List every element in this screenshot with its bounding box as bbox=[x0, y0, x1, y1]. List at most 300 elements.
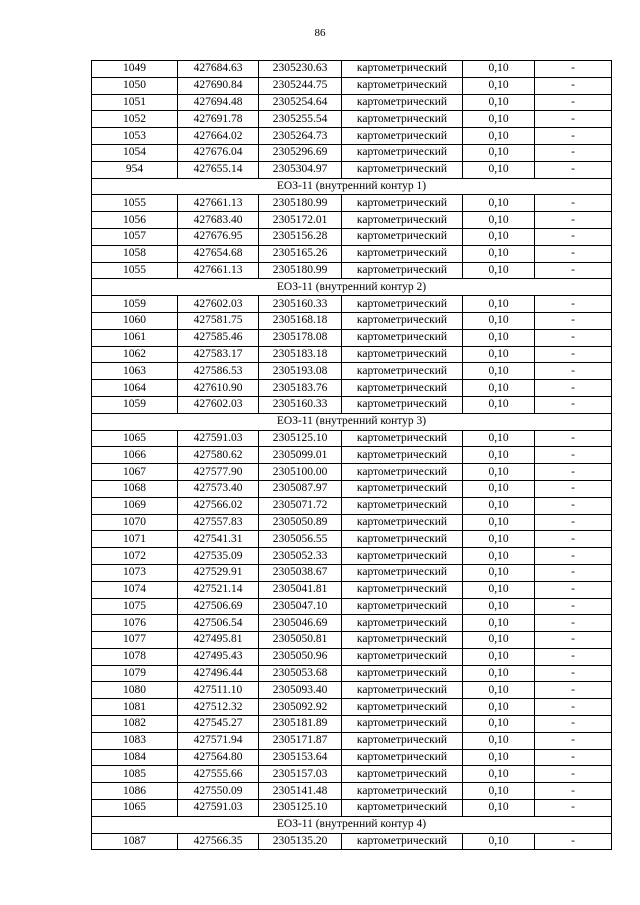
y-coordinate-cell: 2305183.18 bbox=[259, 346, 342, 363]
table-row bbox=[92, 329, 612, 346]
y-coordinate-cell: 2305093.40 bbox=[259, 682, 342, 699]
x-coordinate-cell: 427521.14 bbox=[178, 581, 259, 598]
x-coordinate-cell: 427610.90 bbox=[178, 380, 259, 397]
x-coordinate-cell: 427566.35 bbox=[178, 833, 259, 850]
x-coordinate-cell: 427602.03 bbox=[178, 296, 259, 313]
y-coordinate-cell: 2305180.99 bbox=[259, 195, 342, 212]
description-cell: - bbox=[535, 598, 612, 615]
point-number-cell: 1068 bbox=[92, 480, 178, 497]
x-coordinate-cell: 427557.83 bbox=[178, 514, 259, 531]
point-number-cell: 1079 bbox=[92, 665, 178, 682]
table-row bbox=[92, 430, 612, 447]
section-title: ЕОЗ-11 (внутренний контур 2) bbox=[92, 279, 612, 296]
x-coordinate-cell: 427661.13 bbox=[178, 262, 259, 279]
accuracy-cell: 0,10 bbox=[463, 766, 535, 783]
description-cell: - bbox=[535, 245, 612, 262]
x-coordinate-cell: 427577.90 bbox=[178, 464, 259, 481]
method-cell: картометрический bbox=[342, 329, 463, 346]
point-number-cell: 1070 bbox=[92, 514, 178, 531]
point-number-cell: 1065 bbox=[92, 800, 178, 817]
x-coordinate-cell: 427690.84 bbox=[178, 77, 259, 94]
accuracy-cell: 0,10 bbox=[463, 346, 535, 363]
section-title: ЕОЗ-11 (внутренний контур 4) bbox=[92, 816, 612, 833]
method-cell: картометрический bbox=[342, 598, 463, 615]
method-cell: картометрический bbox=[342, 312, 463, 329]
y-coordinate-cell: 2305125.10 bbox=[259, 430, 342, 447]
point-number-cell: 1058 bbox=[92, 245, 178, 262]
table-row bbox=[92, 128, 612, 145]
method-cell: картометрический bbox=[342, 766, 463, 783]
point-number-cell: 1061 bbox=[92, 329, 178, 346]
accuracy-cell: 0,10 bbox=[463, 732, 535, 749]
description-cell: - bbox=[535, 480, 612, 497]
point-number-cell: 1060 bbox=[92, 312, 178, 329]
table-row bbox=[92, 396, 612, 413]
method-cell: картометрический bbox=[342, 77, 463, 94]
point-number-cell: 1067 bbox=[92, 464, 178, 481]
accuracy-cell: 0,10 bbox=[463, 228, 535, 245]
accuracy-cell: 0,10 bbox=[463, 615, 535, 632]
method-cell: картометрический bbox=[342, 833, 463, 850]
section-title: ЕОЗ-11 (внутренний контур 3) bbox=[92, 413, 612, 430]
table-row bbox=[92, 111, 612, 128]
x-coordinate-cell: 427566.02 bbox=[178, 497, 259, 514]
y-coordinate-cell: 2305135.20 bbox=[259, 833, 342, 850]
accuracy-cell: 0,10 bbox=[463, 800, 535, 817]
description-cell: - bbox=[535, 61, 612, 78]
y-coordinate-cell: 2305041.81 bbox=[259, 581, 342, 598]
x-coordinate-cell: 427583.17 bbox=[178, 346, 259, 363]
y-coordinate-cell: 2305053.68 bbox=[259, 665, 342, 682]
accuracy-cell: 0,10 bbox=[463, 245, 535, 262]
method-cell: картометрический bbox=[342, 531, 463, 548]
point-number-cell: 1075 bbox=[92, 598, 178, 615]
x-coordinate-cell: 427535.09 bbox=[178, 548, 259, 565]
y-coordinate-cell: 2305153.64 bbox=[259, 749, 342, 766]
point-number-cell: 1057 bbox=[92, 228, 178, 245]
y-coordinate-cell: 2305071.72 bbox=[259, 497, 342, 514]
description-cell: - bbox=[535, 800, 612, 817]
x-coordinate-cell: 427694.48 bbox=[178, 94, 259, 111]
method-cell: картометрический bbox=[342, 800, 463, 817]
x-coordinate-cell: 427585.46 bbox=[178, 329, 259, 346]
point-number-cell: 1062 bbox=[92, 346, 178, 363]
method-cell: картометрический bbox=[342, 296, 463, 313]
accuracy-cell: 0,10 bbox=[463, 581, 535, 598]
y-coordinate-cell: 2305056.55 bbox=[259, 531, 342, 548]
accuracy-cell: 0,10 bbox=[463, 682, 535, 699]
description-cell: - bbox=[535, 497, 612, 514]
method-cell: картометрический bbox=[342, 111, 463, 128]
x-coordinate-cell: 427586.53 bbox=[178, 363, 259, 380]
point-number-cell: 1078 bbox=[92, 648, 178, 665]
description-cell: - bbox=[535, 632, 612, 649]
x-coordinate-cell: 427683.40 bbox=[178, 212, 259, 229]
point-number-cell: 1069 bbox=[92, 497, 178, 514]
accuracy-cell: 0,10 bbox=[463, 833, 535, 850]
section-title: ЕОЗ-11 (внутренний контур 1) bbox=[92, 178, 612, 195]
description-cell: - bbox=[535, 531, 612, 548]
x-coordinate-cell: 427564.80 bbox=[178, 749, 259, 766]
description-cell: - bbox=[535, 783, 612, 800]
x-coordinate-cell: 427550.09 bbox=[178, 783, 259, 800]
point-number-cell: 1049 bbox=[92, 61, 178, 78]
accuracy-cell: 0,10 bbox=[463, 195, 535, 212]
method-cell: картометрический bbox=[342, 245, 463, 262]
section-header-row bbox=[92, 816, 612, 833]
table-row bbox=[92, 195, 612, 212]
y-coordinate-cell: 2305255.54 bbox=[259, 111, 342, 128]
x-coordinate-cell: 427655.14 bbox=[178, 161, 259, 178]
method-cell: картометрический bbox=[342, 380, 463, 397]
x-coordinate-cell: 427591.03 bbox=[178, 430, 259, 447]
table-row bbox=[92, 749, 612, 766]
accuracy-cell: 0,10 bbox=[463, 648, 535, 665]
table-row bbox=[92, 464, 612, 481]
method-cell: картометрический bbox=[342, 363, 463, 380]
description-cell: - bbox=[535, 447, 612, 464]
accuracy-cell: 0,10 bbox=[463, 262, 535, 279]
point-number-cell: 1072 bbox=[92, 548, 178, 565]
table-row bbox=[92, 548, 612, 565]
y-coordinate-cell: 2305050.81 bbox=[259, 632, 342, 649]
point-number-cell: 1052 bbox=[92, 111, 178, 128]
description-cell: - bbox=[535, 430, 612, 447]
description-cell: - bbox=[535, 766, 612, 783]
x-coordinate-cell: 427506.54 bbox=[178, 615, 259, 632]
x-coordinate-cell: 427661.13 bbox=[178, 195, 259, 212]
table-row bbox=[92, 648, 612, 665]
accuracy-cell: 0,10 bbox=[463, 77, 535, 94]
table-row bbox=[92, 228, 612, 245]
description-cell: - bbox=[535, 212, 612, 229]
table-row bbox=[92, 682, 612, 699]
description-cell: - bbox=[535, 111, 612, 128]
description-cell: - bbox=[535, 615, 612, 632]
accuracy-cell: 0,10 bbox=[463, 749, 535, 766]
y-coordinate-cell: 2305087.97 bbox=[259, 480, 342, 497]
table-row bbox=[92, 800, 612, 817]
description-cell: - bbox=[535, 514, 612, 531]
description-cell: - bbox=[535, 749, 612, 766]
table-row bbox=[92, 581, 612, 598]
x-coordinate-cell: 427581.75 bbox=[178, 312, 259, 329]
table-row bbox=[92, 514, 612, 531]
description-cell: - bbox=[535, 732, 612, 749]
method-cell: картометрический bbox=[342, 228, 463, 245]
y-coordinate-cell: 2305296.69 bbox=[259, 144, 342, 161]
accuracy-cell: 0,10 bbox=[463, 699, 535, 716]
point-number-cell: 1082 bbox=[92, 716, 178, 733]
point-number-cell: 1055 bbox=[92, 262, 178, 279]
y-coordinate-cell: 2305183.76 bbox=[259, 380, 342, 397]
method-cell: картометрический bbox=[342, 94, 463, 111]
table-row bbox=[92, 497, 612, 514]
description-cell: - bbox=[535, 396, 612, 413]
method-cell: картометрический bbox=[342, 447, 463, 464]
accuracy-cell: 0,10 bbox=[463, 296, 535, 313]
section-header-row bbox=[92, 178, 612, 195]
point-number-cell: 1083 bbox=[92, 732, 178, 749]
method-cell: картометрический bbox=[342, 581, 463, 598]
accuracy-cell: 0,10 bbox=[463, 783, 535, 800]
x-coordinate-cell: 427541.31 bbox=[178, 531, 259, 548]
y-coordinate-cell: 2305092.92 bbox=[259, 699, 342, 716]
y-coordinate-cell: 2305052.33 bbox=[259, 548, 342, 565]
accuracy-cell: 0,10 bbox=[463, 363, 535, 380]
description-cell: - bbox=[535, 564, 612, 581]
point-number-cell: 1056 bbox=[92, 212, 178, 229]
table-row bbox=[92, 61, 612, 78]
point-number-cell: 1054 bbox=[92, 144, 178, 161]
table-row bbox=[92, 783, 612, 800]
accuracy-cell: 0,10 bbox=[463, 396, 535, 413]
method-cell: картометрический bbox=[342, 195, 463, 212]
description-cell: - bbox=[535, 346, 612, 363]
description-cell: - bbox=[535, 161, 612, 178]
table-row bbox=[92, 699, 612, 716]
page-number: 86 bbox=[314, 27, 326, 39]
description-cell: - bbox=[535, 716, 612, 733]
y-coordinate-cell: 2305047.10 bbox=[259, 598, 342, 615]
table-row bbox=[92, 447, 612, 464]
table-row bbox=[92, 161, 612, 178]
point-number-cell: 1066 bbox=[92, 447, 178, 464]
point-number-cell: 1063 bbox=[92, 363, 178, 380]
method-cell: картометрический bbox=[342, 430, 463, 447]
description-cell: - bbox=[535, 77, 612, 94]
accuracy-cell: 0,10 bbox=[463, 212, 535, 229]
y-coordinate-cell: 2305099.01 bbox=[259, 447, 342, 464]
description-cell: - bbox=[535, 380, 612, 397]
y-coordinate-cell: 2305100.00 bbox=[259, 464, 342, 481]
point-number-cell: 1084 bbox=[92, 749, 178, 766]
method-cell: картометрический bbox=[342, 396, 463, 413]
y-coordinate-cell: 2305181.89 bbox=[259, 716, 342, 733]
method-cell: картометрический bbox=[342, 632, 463, 649]
description-cell: - bbox=[535, 464, 612, 481]
table-row bbox=[92, 766, 612, 783]
description-cell: - bbox=[535, 312, 612, 329]
method-cell: картометрический bbox=[342, 262, 463, 279]
x-coordinate-cell: 427545.27 bbox=[178, 716, 259, 733]
accuracy-cell: 0,10 bbox=[463, 716, 535, 733]
accuracy-cell: 0,10 bbox=[463, 497, 535, 514]
table-row bbox=[92, 144, 612, 161]
x-coordinate-cell: 427664.02 bbox=[178, 128, 259, 145]
description-cell: - bbox=[535, 262, 612, 279]
accuracy-cell: 0,10 bbox=[463, 329, 535, 346]
accuracy-cell: 0,10 bbox=[463, 598, 535, 615]
coordinates-table bbox=[91, 60, 612, 850]
x-coordinate-cell: 427495.81 bbox=[178, 632, 259, 649]
accuracy-cell: 0,10 bbox=[463, 128, 535, 145]
table-row bbox=[92, 615, 612, 632]
table-row bbox=[92, 833, 612, 850]
method-cell: картометрический bbox=[342, 615, 463, 632]
accuracy-cell: 0,10 bbox=[463, 61, 535, 78]
point-number-cell: 1065 bbox=[92, 430, 178, 447]
y-coordinate-cell: 2305160.33 bbox=[259, 396, 342, 413]
y-coordinate-cell: 2305141.48 bbox=[259, 783, 342, 800]
point-number-cell: 1086 bbox=[92, 783, 178, 800]
table-row bbox=[92, 77, 612, 94]
point-number-cell: 1055 bbox=[92, 195, 178, 212]
point-number-cell: 1073 bbox=[92, 564, 178, 581]
description-cell: - bbox=[535, 144, 612, 161]
y-coordinate-cell: 2305125.10 bbox=[259, 800, 342, 817]
point-number-cell: 1050 bbox=[92, 77, 178, 94]
accuracy-cell: 0,10 bbox=[463, 514, 535, 531]
x-coordinate-cell: 427602.03 bbox=[178, 396, 259, 413]
x-coordinate-cell: 427691.78 bbox=[178, 111, 259, 128]
description-cell: - bbox=[535, 833, 612, 850]
y-coordinate-cell: 2305244.75 bbox=[259, 77, 342, 94]
accuracy-cell: 0,10 bbox=[463, 94, 535, 111]
method-cell: картометрический bbox=[342, 548, 463, 565]
method-cell: картометрический bbox=[342, 514, 463, 531]
table-row bbox=[92, 564, 612, 581]
description-cell: - bbox=[535, 329, 612, 346]
method-cell: картометрический bbox=[342, 144, 463, 161]
point-number-cell: 1059 bbox=[92, 396, 178, 413]
method-cell: картометрический bbox=[342, 61, 463, 78]
y-coordinate-cell: 2305165.26 bbox=[259, 245, 342, 262]
y-coordinate-cell: 2305178.08 bbox=[259, 329, 342, 346]
table-row bbox=[92, 716, 612, 733]
accuracy-cell: 0,10 bbox=[463, 430, 535, 447]
method-cell: картометрический bbox=[342, 346, 463, 363]
y-coordinate-cell: 2305168.18 bbox=[259, 312, 342, 329]
accuracy-cell: 0,10 bbox=[463, 480, 535, 497]
y-coordinate-cell: 2305193.08 bbox=[259, 363, 342, 380]
table-row bbox=[92, 245, 612, 262]
section-header-row bbox=[92, 279, 612, 296]
table-row bbox=[92, 665, 612, 682]
accuracy-cell: 0,10 bbox=[463, 312, 535, 329]
x-coordinate-cell: 427512.32 bbox=[178, 699, 259, 716]
description-cell: - bbox=[535, 228, 612, 245]
description-cell: - bbox=[535, 648, 612, 665]
y-coordinate-cell: 2305156.28 bbox=[259, 228, 342, 245]
accuracy-cell: 0,10 bbox=[463, 447, 535, 464]
x-coordinate-cell: 427496.44 bbox=[178, 665, 259, 682]
point-number-cell: 1071 bbox=[92, 531, 178, 548]
accuracy-cell: 0,10 bbox=[463, 665, 535, 682]
accuracy-cell: 0,10 bbox=[463, 144, 535, 161]
description-cell: - bbox=[535, 94, 612, 111]
y-coordinate-cell: 2305264.73 bbox=[259, 128, 342, 145]
table-row bbox=[92, 262, 612, 279]
description-cell: - bbox=[535, 548, 612, 565]
description-cell: - bbox=[535, 296, 612, 313]
method-cell: картометрический bbox=[342, 749, 463, 766]
table-row bbox=[92, 346, 612, 363]
method-cell: картометрический bbox=[342, 212, 463, 229]
accuracy-cell: 0,10 bbox=[463, 632, 535, 649]
point-number-cell: 1053 bbox=[92, 128, 178, 145]
accuracy-cell: 0,10 bbox=[463, 380, 535, 397]
x-coordinate-cell: 427591.03 bbox=[178, 800, 259, 817]
table-row bbox=[92, 632, 612, 649]
description-cell: - bbox=[535, 699, 612, 716]
x-coordinate-cell: 427571.94 bbox=[178, 732, 259, 749]
point-number-cell: 1064 bbox=[92, 380, 178, 397]
point-number-cell: 1085 bbox=[92, 766, 178, 783]
method-cell: картометрический bbox=[342, 564, 463, 581]
method-cell: картометрический bbox=[342, 648, 463, 665]
x-coordinate-cell: 427580.62 bbox=[178, 447, 259, 464]
y-coordinate-cell: 2305180.99 bbox=[259, 262, 342, 279]
description-cell: - bbox=[535, 363, 612, 380]
y-coordinate-cell: 2305230.63 bbox=[259, 61, 342, 78]
point-number-cell: 1059 bbox=[92, 296, 178, 313]
x-coordinate-cell: 427529.91 bbox=[178, 564, 259, 581]
table-row bbox=[92, 296, 612, 313]
method-cell: картометрический bbox=[342, 464, 463, 481]
accuracy-cell: 0,10 bbox=[463, 564, 535, 581]
x-coordinate-cell: 427506.69 bbox=[178, 598, 259, 615]
x-coordinate-cell: 427676.04 bbox=[178, 144, 259, 161]
accuracy-cell: 0,10 bbox=[463, 464, 535, 481]
method-cell: картометрический bbox=[342, 665, 463, 682]
section-header-row bbox=[92, 413, 612, 430]
y-coordinate-cell: 2305050.96 bbox=[259, 648, 342, 665]
y-coordinate-cell: 2305038.67 bbox=[259, 564, 342, 581]
table-row bbox=[92, 598, 612, 615]
description-cell: - bbox=[535, 195, 612, 212]
y-coordinate-cell: 2305160.33 bbox=[259, 296, 342, 313]
table-row bbox=[92, 531, 612, 548]
x-coordinate-cell: 427511.10 bbox=[178, 682, 259, 699]
method-cell: картометрический bbox=[342, 161, 463, 178]
accuracy-cell: 0,10 bbox=[463, 531, 535, 548]
point-number-cell: 1051 bbox=[92, 94, 178, 111]
table-row bbox=[92, 94, 612, 111]
x-coordinate-cell: 427555.66 bbox=[178, 766, 259, 783]
accuracy-cell: 0,10 bbox=[463, 548, 535, 565]
table-row bbox=[92, 380, 612, 397]
x-coordinate-cell: 427684.63 bbox=[178, 61, 259, 78]
method-cell: картометрический bbox=[342, 682, 463, 699]
x-coordinate-cell: 427654.68 bbox=[178, 245, 259, 262]
y-coordinate-cell: 2305254.64 bbox=[259, 94, 342, 111]
description-cell: - bbox=[535, 665, 612, 682]
table-row bbox=[92, 480, 612, 497]
x-coordinate-cell: 427676.95 bbox=[178, 228, 259, 245]
method-cell: картометрический bbox=[342, 480, 463, 497]
y-coordinate-cell: 2305171.87 bbox=[259, 732, 342, 749]
point-number-cell: 954 bbox=[92, 161, 178, 178]
y-coordinate-cell: 2305046.69 bbox=[259, 615, 342, 632]
description-cell: - bbox=[535, 128, 612, 145]
description-cell: - bbox=[535, 581, 612, 598]
point-number-cell: 1076 bbox=[92, 615, 178, 632]
x-coordinate-cell: 427495.43 bbox=[178, 648, 259, 665]
accuracy-cell: 0,10 bbox=[463, 161, 535, 178]
method-cell: картометрический bbox=[342, 128, 463, 145]
y-coordinate-cell: 2305304.97 bbox=[259, 161, 342, 178]
table-row bbox=[92, 363, 612, 380]
point-number-cell: 1080 bbox=[92, 682, 178, 699]
y-coordinate-cell: 2305172.01 bbox=[259, 212, 342, 229]
y-coordinate-cell: 2305157.03 bbox=[259, 766, 342, 783]
method-cell: картометрический bbox=[342, 783, 463, 800]
method-cell: картометрический bbox=[342, 497, 463, 514]
method-cell: картометрический bbox=[342, 699, 463, 716]
point-number-cell: 1081 bbox=[92, 699, 178, 716]
point-number-cell: 1077 bbox=[92, 632, 178, 649]
